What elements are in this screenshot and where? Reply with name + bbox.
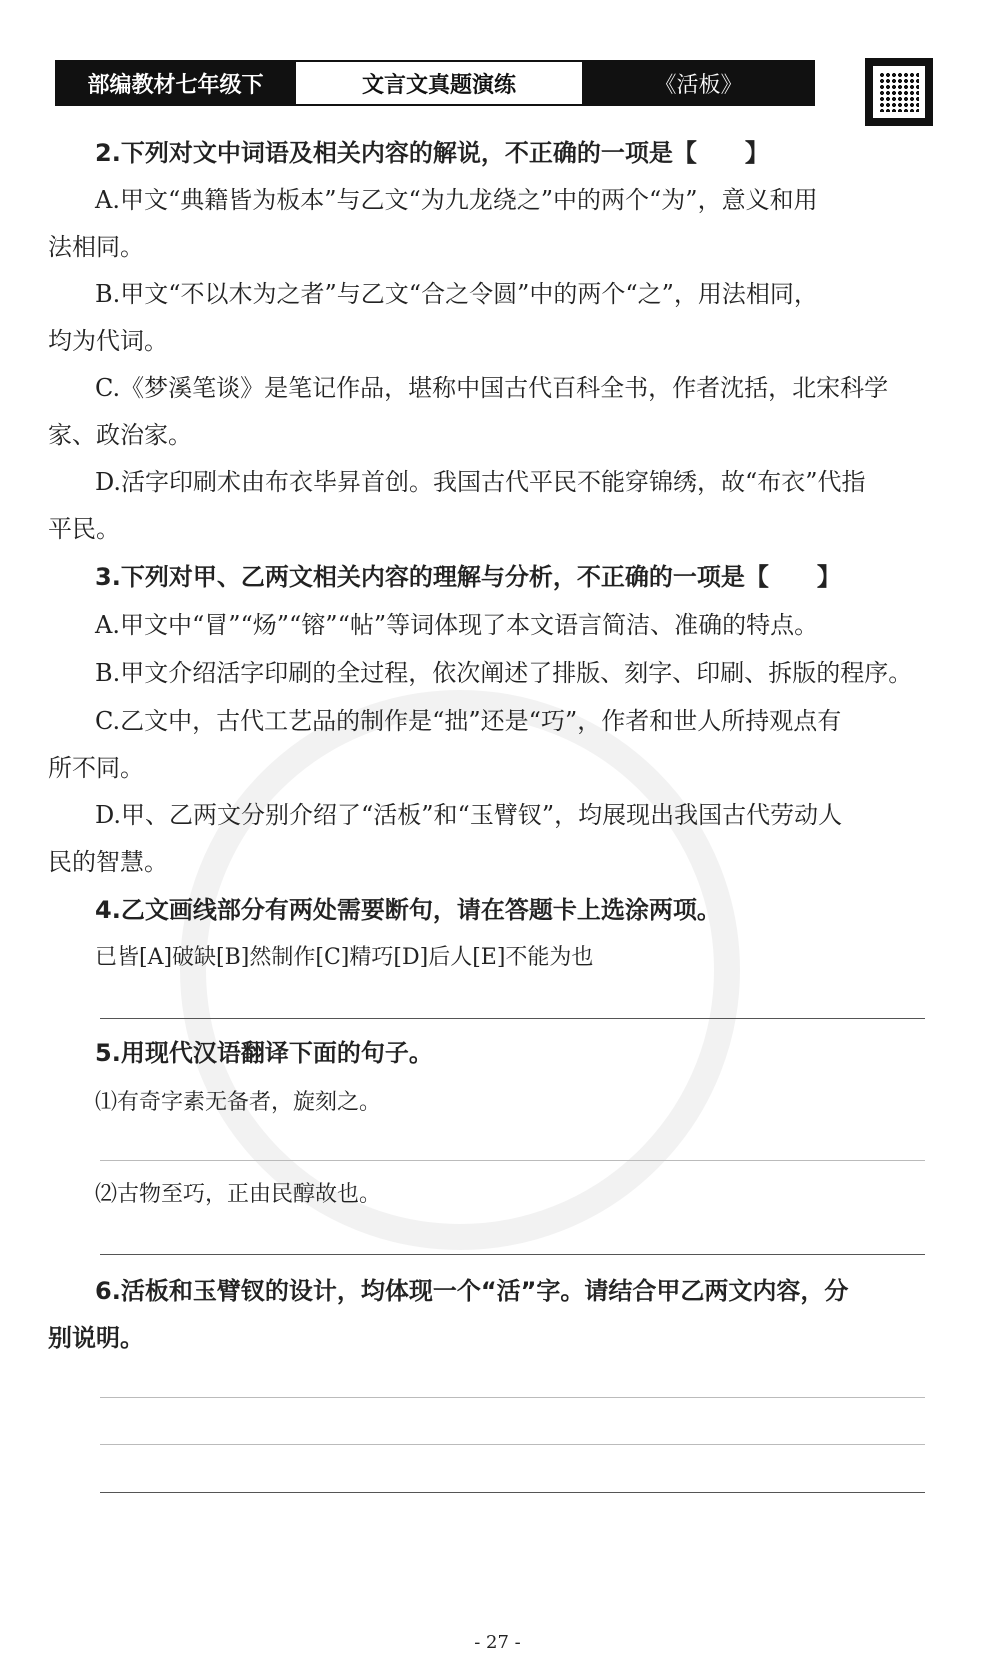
q3-option-c: C.乙文中，古代工艺品的制作是“拙”还是“巧”，作者和世人所持观点有	[95, 707, 842, 735]
q5-stem: 5.用现代汉语翻译下面的句子。	[95, 1039, 433, 1067]
header-grade: 部编教材七年级下	[57, 62, 294, 104]
q6-stem: 6.活板和玉臂钗的设计，均体现一个“活”字。请结合甲乙两文内容，分	[95, 1277, 849, 1305]
q5-sentence-1: ⑴有奇字素无备者，旋刻之。	[95, 1090, 382, 1115]
q3-option-c-cont: 所不同。	[48, 754, 144, 782]
q5-sentence-2: ⑵古物至巧，正由民醇故也。	[95, 1182, 382, 1207]
q3-option-b: B.甲文介绍活字印刷的全过程，依次阐述了排版、刻字、印刷、拆版的程序。	[95, 659, 913, 687]
q5-answer-line-2[interactable]	[100, 1254, 925, 1255]
q4-text: 已皆[A]破缺[B]然制作[C]精巧[D]后人[E]不能为也	[95, 945, 594, 970]
header-bar	[55, 60, 815, 106]
q2-option-c-cont: 家、政治家。	[48, 421, 192, 449]
q6-stem-cont: 别说明。	[48, 1324, 144, 1352]
q3-option-d: D.甲、乙两文分别介绍了“活板”和“玉臂钗”，均展现出我国古代劳动人	[95, 801, 843, 829]
q2-option-b: B.甲文“不以木为之者”与乙文“合之令圆”中的两个“之”，用法相同，	[95, 280, 818, 308]
q6-answer-line-3[interactable]	[100, 1492, 925, 1493]
q5-answer-line-1[interactable]	[100, 1160, 925, 1161]
q2-option-a: A.甲文“典籍皆为板本”与乙文“为九龙绕之”中的两个“为”，意义和用	[95, 186, 818, 214]
q2-stem: 2.下列对文中词语及相关内容的解说，不正确的一项是【 】	[95, 139, 769, 167]
header-title: 《活板》	[584, 62, 813, 104]
qr-code-icon	[865, 58, 933, 126]
q6-answer-line-1[interactable]	[100, 1397, 925, 1398]
q3-stem: 3.下列对甲、乙两文相关内容的理解与分析，不正确的一项是【 】	[95, 563, 841, 591]
q2-option-a-cont: 法相同。	[48, 233, 144, 261]
q4-stem: 4.乙文画线部分有两处需要断句，请在答题卡上选涂两项。	[95, 896, 721, 924]
q2-option-d: D.活字印刷术由布衣毕昇首创。我国古代平民不能穿锦绣，故“布衣”代指	[95, 468, 866, 496]
q6-answer-line-2[interactable]	[100, 1444, 925, 1445]
q3-option-a: A.甲文中“冒”“炀”“镕”“帖”等词体现了本文语言简洁、准确的特点。	[95, 611, 819, 639]
q2-option-c: C.《梦溪笔谈》是笔记作品，堪称中国古代百科全书，作者沈括，北宋科学	[95, 374, 889, 402]
q2-option-b-cont: 均为代词。	[48, 327, 168, 355]
header-section: 文言文真题演练	[294, 62, 584, 104]
q4-answer-line[interactable]	[100, 1018, 925, 1019]
page-number: - 27 -	[474, 1632, 521, 1653]
q2-option-d-cont: 平民。	[48, 515, 120, 543]
q3-option-d-cont: 民的智慧。	[48, 848, 168, 876]
